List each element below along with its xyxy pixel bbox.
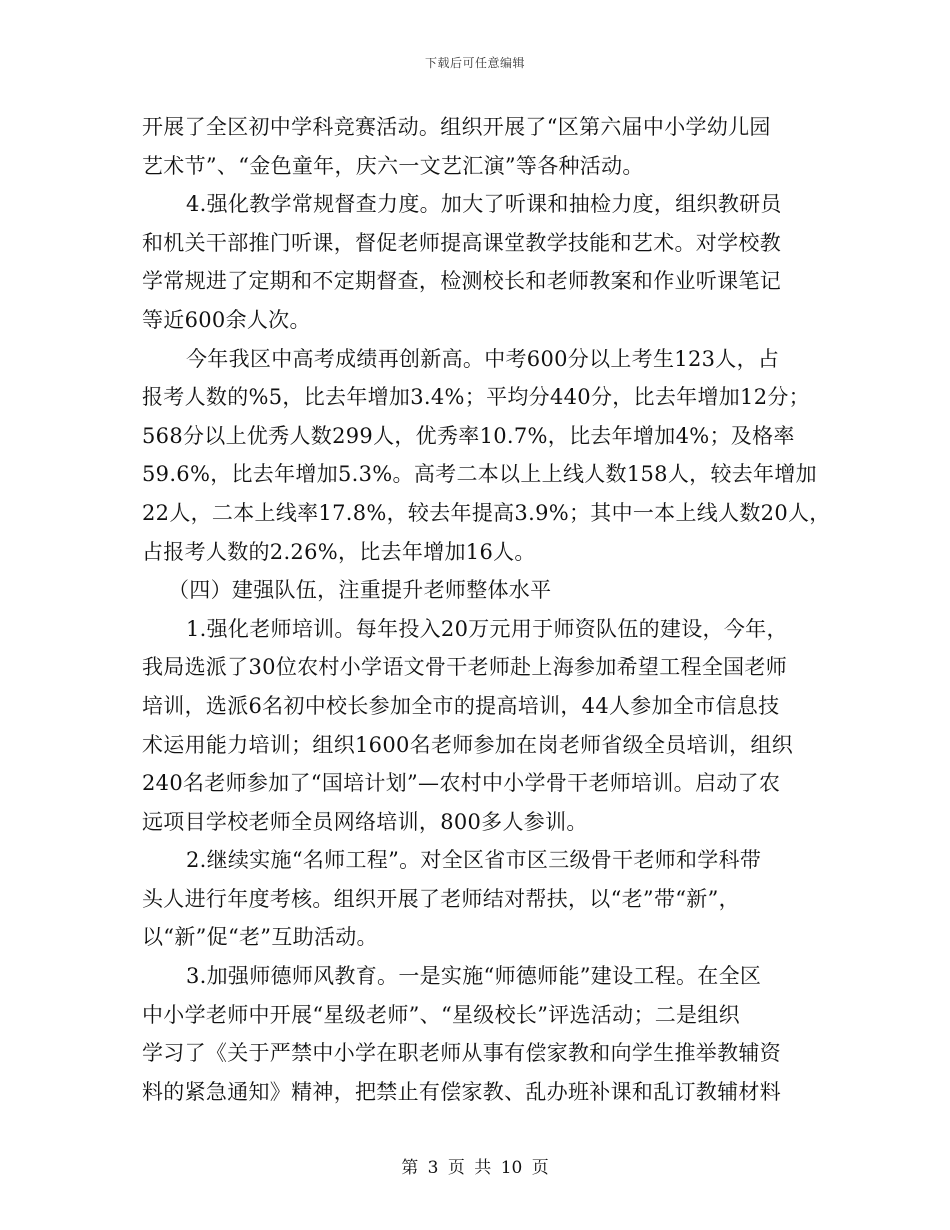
paragraph-line: 568分以上优秀人数299人，优秀率10.7%，比去年增加4%；及格率 <box>142 423 795 448</box>
paragraph-line: 报考人数的%5，比去年增加3.4%；平均分440分，比去年增加12分； <box>142 385 810 410</box>
paragraph-line: 学常规进了定期和不定期督查，检测校长和老师教案和作业听课笔记 <box>142 269 781 294</box>
paragraph-line: 1.强化老师培训。每年投入20万元用于师资队伍的建设，今年， <box>186 616 788 641</box>
paragraph-line: 头人进行年度考核。组织开展了老师结对帮扶，以“老”带“新”， <box>142 886 740 911</box>
section-heading: （四）建强队伍，注重提升老师整体水平 <box>168 578 552 603</box>
paragraph-line: 远项目学校老师全员网络培训，800多人参训。 <box>142 809 588 834</box>
paragraph-line: 艺术节”、“金色童年，庆六一文艺汇演”等各种活动。 <box>142 153 644 178</box>
page-header: 下载后可任意编辑 <box>424 56 525 70</box>
page-footer: 第 3 页 共 10 页 <box>401 1158 549 1178</box>
paragraph-line: 料的紧急通知》精神，把禁止有偿家教、乱办班补课和乱订教辅材料 <box>142 1079 781 1104</box>
paragraph-line: 中小学老师中开展“星级老师”、“星级校长”评选活动；二是组织 <box>142 1002 740 1027</box>
document-body <box>142 108 831 1111</box>
paragraph-line: 22人，二本上线率17.8%，较去年提高3.9%；其中一本上线人数20人， <box>142 500 831 525</box>
paragraph-line: 今年我区中高考成绩再创新高。中考600分以上考生123人，占 <box>186 346 780 371</box>
paragraph-line: 等近600余人次。 <box>142 307 311 332</box>
paragraph-line: 和机关干部推门听课，督促老师提高课堂教学技能和艺术。对学校教 <box>142 230 781 255</box>
paragraph-line: 术运用能力培训；组织1600名老师参加在岗老师省级全员培训，组织 <box>142 732 794 757</box>
paragraph-line: 以“新”促“老”互助活动。 <box>142 925 378 950</box>
paragraph-line: 59.6%，比去年增加5.3%。高考二本以上上线人数158人，较去年增加 <box>142 462 817 487</box>
paragraph-line: 2.继续实施“名师工程”。对全区省市区三级骨干老师和学科带 <box>186 848 762 873</box>
paragraph-line: 我局选派了30位农村小学语文骨干老师赴上海参加希望工程全国老师 <box>142 655 788 680</box>
paragraph-line: 学习了《关于严禁中小学在职老师从事有偿家教和向学生推举教辅资 <box>142 1041 781 1066</box>
paragraph-line: 培训，选派6名初中校长参加全市的提高培训，44人参加全市信息技 <box>142 693 780 718</box>
paragraph-line: 3.加强师德师风教育。一是实施“师德师能”建设工程。在全区 <box>186 964 762 989</box>
paragraph-line: 4.强化教学常规督查力度。加大了听课和抽检力度，组织教研员 <box>186 192 782 217</box>
paragraph-line: 占报考人数的2.26%，比去年增加16人。 <box>142 539 536 564</box>
paragraph-line: 开展了全区初中学科竞赛活动。组织开展了“区第六届中小学幼儿园 <box>142 115 771 139</box>
paragraph-line: 240名老师参加了“国培计划”—农村中小学骨干老师培训。启动了农 <box>142 771 781 796</box>
